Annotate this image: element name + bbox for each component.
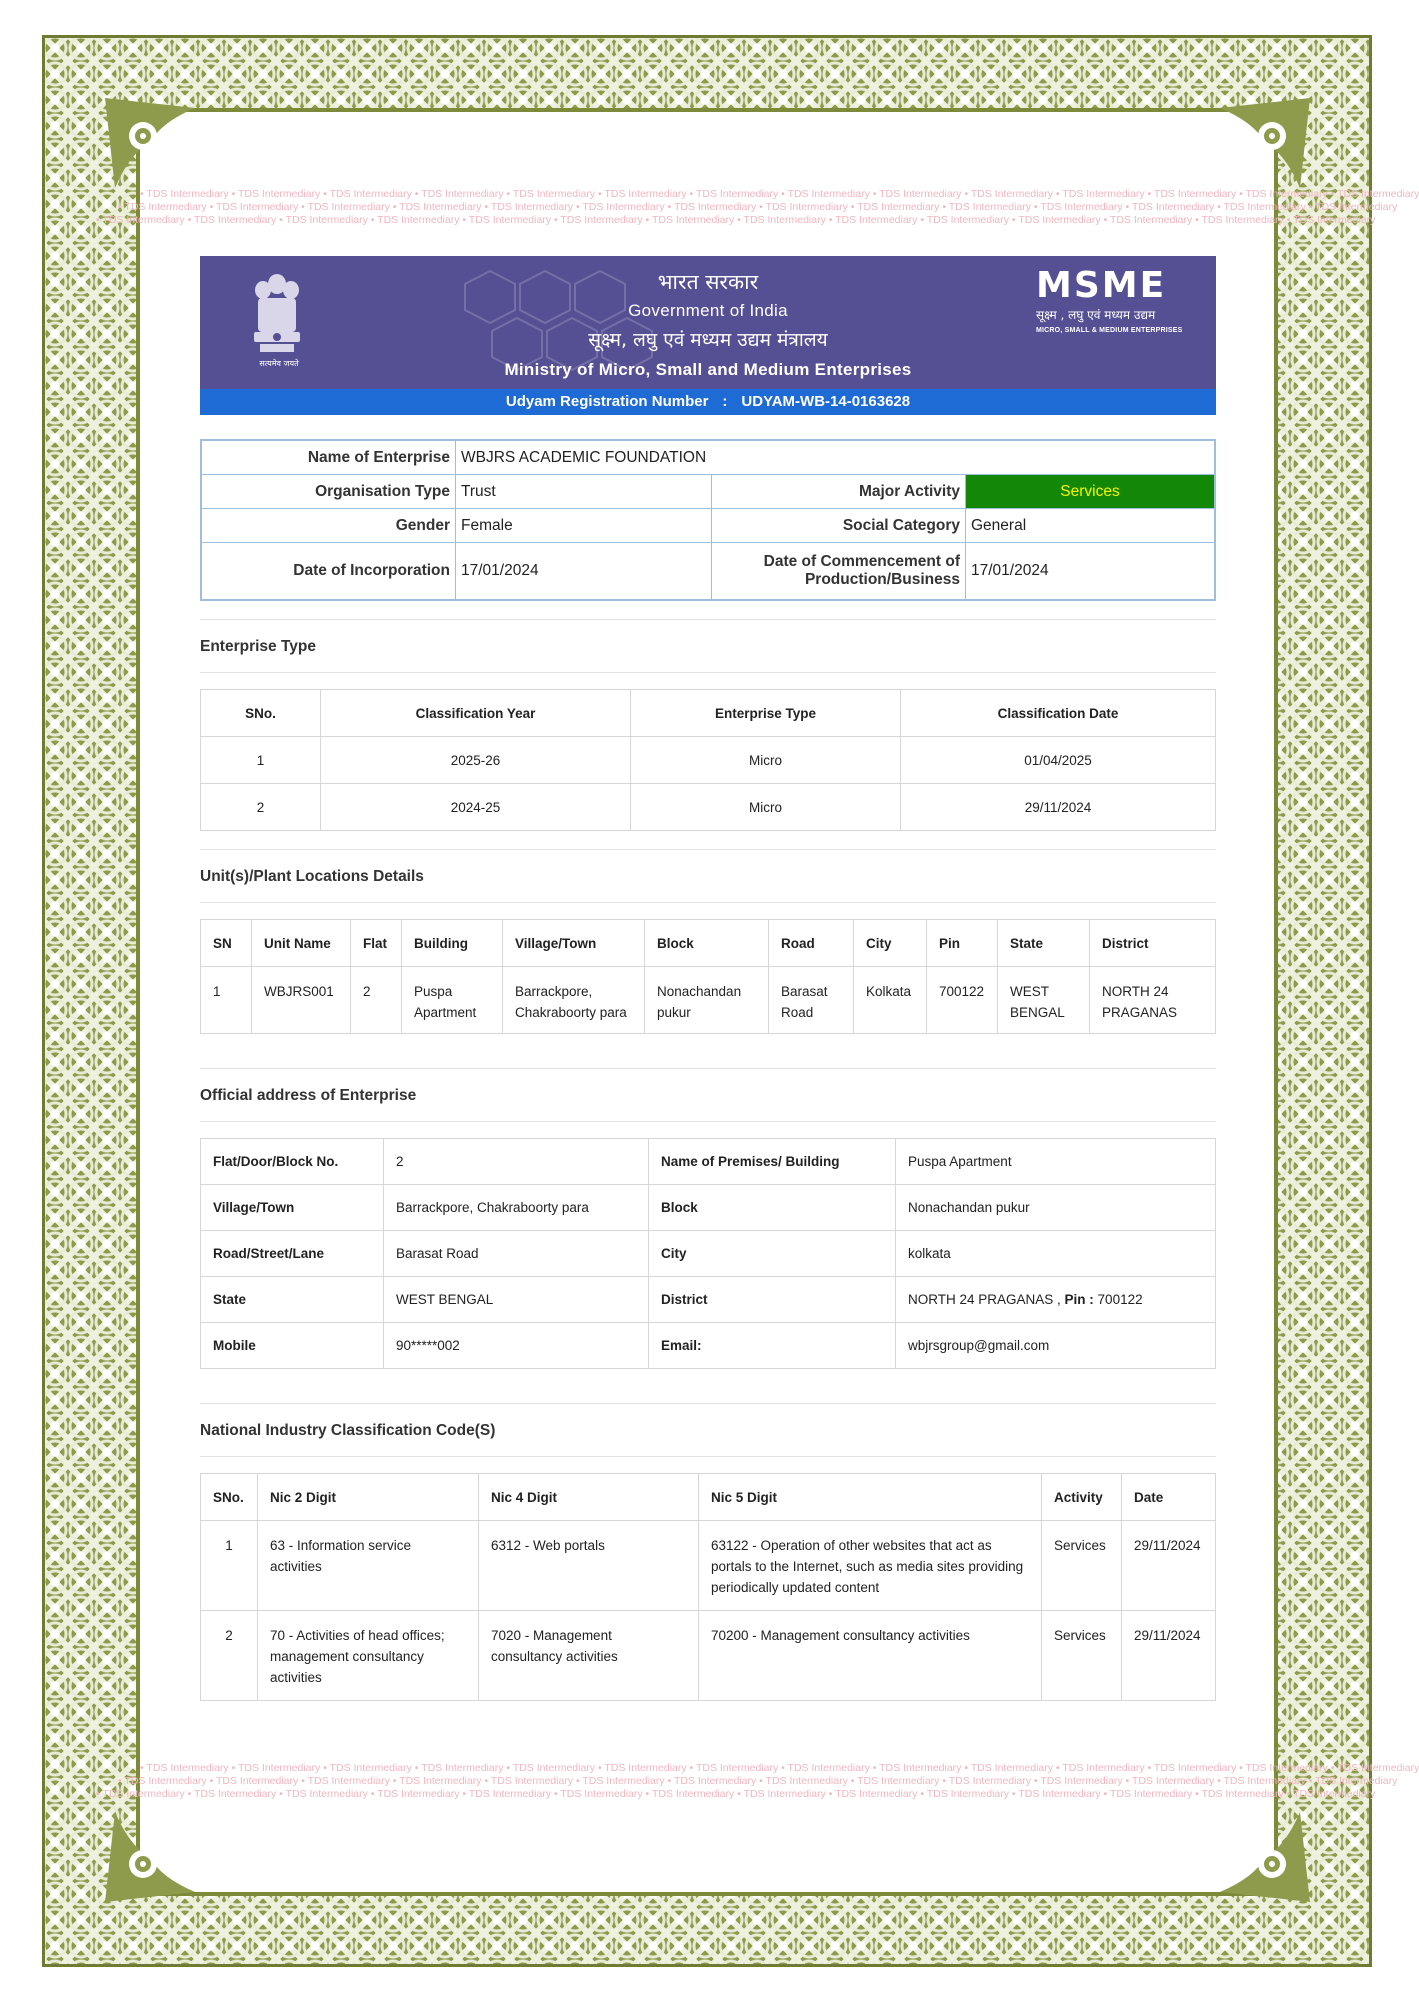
column-header: Classification Year xyxy=(321,690,631,737)
table-cell: 2024-25 xyxy=(321,784,631,831)
address-key: Block xyxy=(649,1185,896,1231)
pin-value: 700122 xyxy=(1093,1292,1143,1307)
address-key: City xyxy=(649,1231,896,1277)
govt-title: Government of India xyxy=(628,301,788,320)
nic-table xyxy=(200,1473,1216,1701)
divider xyxy=(200,902,1216,903)
watermark-top xyxy=(96,188,1419,228)
column-header: Village/Town xyxy=(503,920,645,967)
locations-title: Unit(s)/Plant Locations Details xyxy=(200,868,424,885)
watermark-line: • TDS Intermediary • TDS Intermediary • TDS Intermediary • TDS Intermediary • TDS Intermediary • TDS Intermediary • TDS Intermediary • TDS Intermediary • TDS Intermediary • TDS Intermediary • TDS Intermediary • TDS Intermediary • TDS Intermediary • TDS Intermediary xyxy=(140,1762,1419,1774)
address-key: Flat/Door/Block No. xyxy=(201,1139,384,1185)
table-cell: WBJRS001 xyxy=(252,967,351,1034)
table-cell: 1 xyxy=(201,967,252,1034)
info-row xyxy=(201,440,1215,475)
major-activity-label: Major Activity xyxy=(712,475,966,509)
table-cell: 01/04/2025 xyxy=(901,737,1216,784)
table-cell: WEST BENGAL xyxy=(998,967,1090,1034)
incorporation-label: Date of Incorporation xyxy=(201,543,456,601)
info-row xyxy=(201,509,1215,543)
column-header: Building xyxy=(402,920,503,967)
table-cell: 2 xyxy=(201,784,321,831)
commencement-label-line2: Production/Business xyxy=(804,571,960,588)
gender-label: Gender xyxy=(201,509,456,543)
social-category-label: Social Category xyxy=(712,509,966,543)
table-header-row xyxy=(201,1474,1216,1521)
address-key: Mobile xyxy=(201,1323,384,1369)
table-cell: 1 xyxy=(201,1521,258,1611)
watermark-line: • TDS Intermediary • TDS Intermediary • TDS Intermediary • TDS Intermediary • TDS Intermediary • TDS Intermediary • TDS Intermediary • TDS Intermediary • TDS Intermediary • TDS Intermediary • TDS Intermediary • TDS Intermediary • TDS Intermediary • TDS Intermediary xyxy=(140,188,1419,200)
divider xyxy=(200,672,1216,673)
official-address-table xyxy=(200,1138,1216,1369)
column-header: Road xyxy=(769,920,854,967)
column-header: Nic 2 Digit xyxy=(258,1474,479,1521)
locations-table xyxy=(200,919,1216,1034)
table-row xyxy=(201,784,1216,831)
gender-value: Female xyxy=(456,509,712,543)
info-row xyxy=(201,475,1215,509)
corner-ornament-icon xyxy=(1220,1812,1310,1902)
corner-ornament-icon xyxy=(105,98,195,188)
msme-logo-word: MSME xyxy=(1036,265,1167,306)
table-cell: 700122 xyxy=(927,967,998,1034)
address-value: 90*****002 xyxy=(384,1323,649,1369)
table-cell: 29/11/2024 xyxy=(901,784,1216,831)
commencement-label xyxy=(712,543,966,601)
column-header: State xyxy=(998,920,1090,967)
column-header: Pin xyxy=(927,920,998,967)
column-header: Date xyxy=(1122,1474,1216,1521)
address-value: Barrackpore, Chakraboorty para xyxy=(384,1185,649,1231)
table-cell: Kolkata xyxy=(854,967,927,1034)
nic-title: National Industry Classification Code(S) xyxy=(200,1422,496,1439)
table-cell: 1 xyxy=(201,737,321,784)
address-value: Nonachandan pukur xyxy=(896,1185,1216,1231)
address-key: Village/Town xyxy=(201,1185,384,1231)
column-header: Activity xyxy=(1042,1474,1122,1521)
registration-separator: : xyxy=(722,393,728,410)
address-key: State xyxy=(201,1277,384,1323)
table-cell: 29/11/2024 xyxy=(1122,1521,1216,1611)
table-cell: Micro xyxy=(631,784,901,831)
msme-logo-hindi: सूक्ष्म , लघु एवं मध्यम उद्यम xyxy=(1036,308,1156,322)
name-label: Name of Enterprise xyxy=(201,440,456,475)
social-category-value: General xyxy=(966,509,1216,543)
ministry-title: Ministry of Micro, Small and Medium Enterprises xyxy=(504,360,912,379)
corner-ornament-icon xyxy=(105,1812,195,1902)
table-cell: 2 xyxy=(201,1611,258,1701)
registration-number-bar xyxy=(200,389,1216,415)
enterprise-name: WBJRS ACADEMIC FOUNDATION xyxy=(456,440,1216,475)
watermark-line: • TDS Intermediary • TDS Intermediary • TDS Intermediary • TDS Intermediary • TDS Intermediary • TDS Intermediary • TDS Intermediary • TDS Intermediary • TDS Intermediary • TDS Intermediary • TDS Intermediary • TDS Intermediary • TDS Intermediary • TDS Intermediary xyxy=(96,214,1376,226)
commencement-label-line1: Date of Commencement of xyxy=(763,553,960,570)
table-cell: 70 - Activities of head offices; management consultancy activities xyxy=(258,1611,479,1701)
column-header: SN xyxy=(201,920,252,967)
watermark-line: • TDS Intermediary • TDS Intermediary • TDS Intermediary • TDS Intermediary • TDS Intermediary • TDS Intermediary • TDS Intermediary • TDS Intermediary • TDS Intermediary • TDS Intermediary • TDS Intermediary • TDS Intermediary • TDS Intermediary • TDS Intermediary xyxy=(118,1775,1398,1787)
column-header: Block xyxy=(645,920,769,967)
column-header: Nic 5 Digit xyxy=(699,1474,1042,1521)
table-row xyxy=(201,1521,1216,1611)
table-cell: NORTH 24 PRAGANAS xyxy=(1090,967,1216,1034)
table-cell: 63 - Information service activities xyxy=(258,1521,479,1611)
table-cell: Nonachandan pukur xyxy=(645,967,769,1034)
pin-label: Pin : xyxy=(1064,1292,1094,1307)
column-header: SNo. xyxy=(201,690,321,737)
table-row xyxy=(201,1185,1216,1231)
address-value: Puspa Apartment xyxy=(896,1139,1216,1185)
column-header: District xyxy=(1090,920,1216,967)
table-row xyxy=(201,967,1216,1034)
corner-ornament-icon xyxy=(1220,98,1310,188)
org-type-label: Organisation Type xyxy=(201,475,456,509)
emblem-caption: सत्यमेव जयते xyxy=(259,359,299,368)
table-cell: Barasat Road xyxy=(769,967,854,1034)
hindi-govt-title: भारत सरकार xyxy=(657,270,759,294)
enterprise-info-table xyxy=(200,439,1216,601)
divider xyxy=(200,1456,1216,1457)
registration-number: UDYAM-WB-14-0163628 xyxy=(741,393,911,410)
enterprise-type-table xyxy=(200,689,1216,831)
address-key: Road/Street/Lane xyxy=(201,1231,384,1277)
hindi-ministry-title: सूक्ष्म, लघु एवं मध्यम उद्यम मंत्रालय xyxy=(588,329,828,351)
table-row xyxy=(201,1277,1216,1323)
column-header: Classification Date xyxy=(901,690,1216,737)
table-row xyxy=(201,1139,1216,1185)
incorporation-date: 17/01/2024 xyxy=(456,543,712,601)
msme-logo xyxy=(1036,265,1186,334)
address-value: kolkata xyxy=(896,1231,1216,1277)
table-cell: 29/11/2024 xyxy=(1122,1611,1216,1701)
table-row xyxy=(201,1323,1216,1369)
address-value-district xyxy=(896,1277,1216,1323)
table-cell: 63122 - Operation of other websites that act as portals to the Internet, such as media sites providing periodically updated content xyxy=(699,1521,1042,1611)
table-row xyxy=(201,1611,1216,1701)
column-header: Unit Name xyxy=(252,920,351,967)
commencement-date: 17/01/2024 xyxy=(966,543,1216,601)
table-cell: 2025-26 xyxy=(321,737,631,784)
table-cell: Micro xyxy=(631,737,901,784)
table-cell: 70200 - Management consultancy activities xyxy=(699,1611,1042,1701)
header-banner xyxy=(200,256,1216,389)
enterprise-type-title: Enterprise Type xyxy=(200,638,317,655)
column-header: Flat xyxy=(351,920,402,967)
column-header: SNo. xyxy=(201,1474,258,1521)
table-row xyxy=(201,1231,1216,1277)
column-header: Nic 4 Digit xyxy=(479,1474,699,1521)
address-key: District xyxy=(649,1277,896,1323)
table-cell: Services xyxy=(1042,1521,1122,1611)
registration-label: Udyam Registration Number xyxy=(505,393,709,410)
address-value: Barasat Road xyxy=(384,1231,649,1277)
table-cell: Barrackpore, Chakraboorty para xyxy=(503,967,645,1034)
table-cell: Services xyxy=(1042,1611,1122,1701)
table-cell: 6312 - Web portals xyxy=(479,1521,699,1611)
address-value: 2 xyxy=(384,1139,649,1185)
official-address-title: Official address of Enterprise xyxy=(200,1087,417,1104)
column-header: Enterprise Type xyxy=(631,690,901,737)
column-header: City xyxy=(854,920,927,967)
major-activity-value: Services xyxy=(966,475,1216,509)
address-value: wbjrsgroup@gmail.com xyxy=(896,1323,1216,1369)
watermark-line: • TDS Intermediary • TDS Intermediary • TDS Intermediary • TDS Intermediary • TDS Intermediary • TDS Intermediary • TDS Intermediary • TDS Intermediary • TDS Intermediary • TDS Intermediary • TDS Intermediary • TDS Intermediary • TDS Intermediary • TDS Intermediary xyxy=(96,1788,1376,1800)
msme-logo-english: MICRO, SMALL & MEDIUM ENTERPRISES xyxy=(1036,327,1183,334)
table-header-row xyxy=(201,690,1216,737)
table-cell: Puspa Apartment xyxy=(402,967,503,1034)
watermark-line: • TDS Intermediary • TDS Intermediary • TDS Intermediary • TDS Intermediary • TDS Intermediary • TDS Intermediary • TDS Intermediary • TDS Intermediary • TDS Intermediary • TDS Intermediary • TDS Intermediary • TDS Intermediary • TDS Intermediary • TDS Intermediary xyxy=(118,201,1398,213)
info-row xyxy=(201,543,1215,601)
district-value: NORTH 24 PRAGANAS , xyxy=(908,1292,1065,1307)
table-cell: 7020 - Management consultancy activities xyxy=(479,1611,699,1701)
address-key: Email: xyxy=(649,1323,896,1369)
divider xyxy=(200,1121,1216,1122)
table-row xyxy=(201,737,1216,784)
org-type-value: Trust xyxy=(456,475,712,509)
certificate-content xyxy=(200,256,1216,1701)
address-value: WEST BENGAL xyxy=(384,1277,649,1323)
table-header-row xyxy=(201,920,1216,967)
table-cell: 2 xyxy=(351,967,402,1034)
watermark-bottom xyxy=(96,1762,1419,1802)
address-key: Name of Premises/ Building xyxy=(649,1139,896,1185)
